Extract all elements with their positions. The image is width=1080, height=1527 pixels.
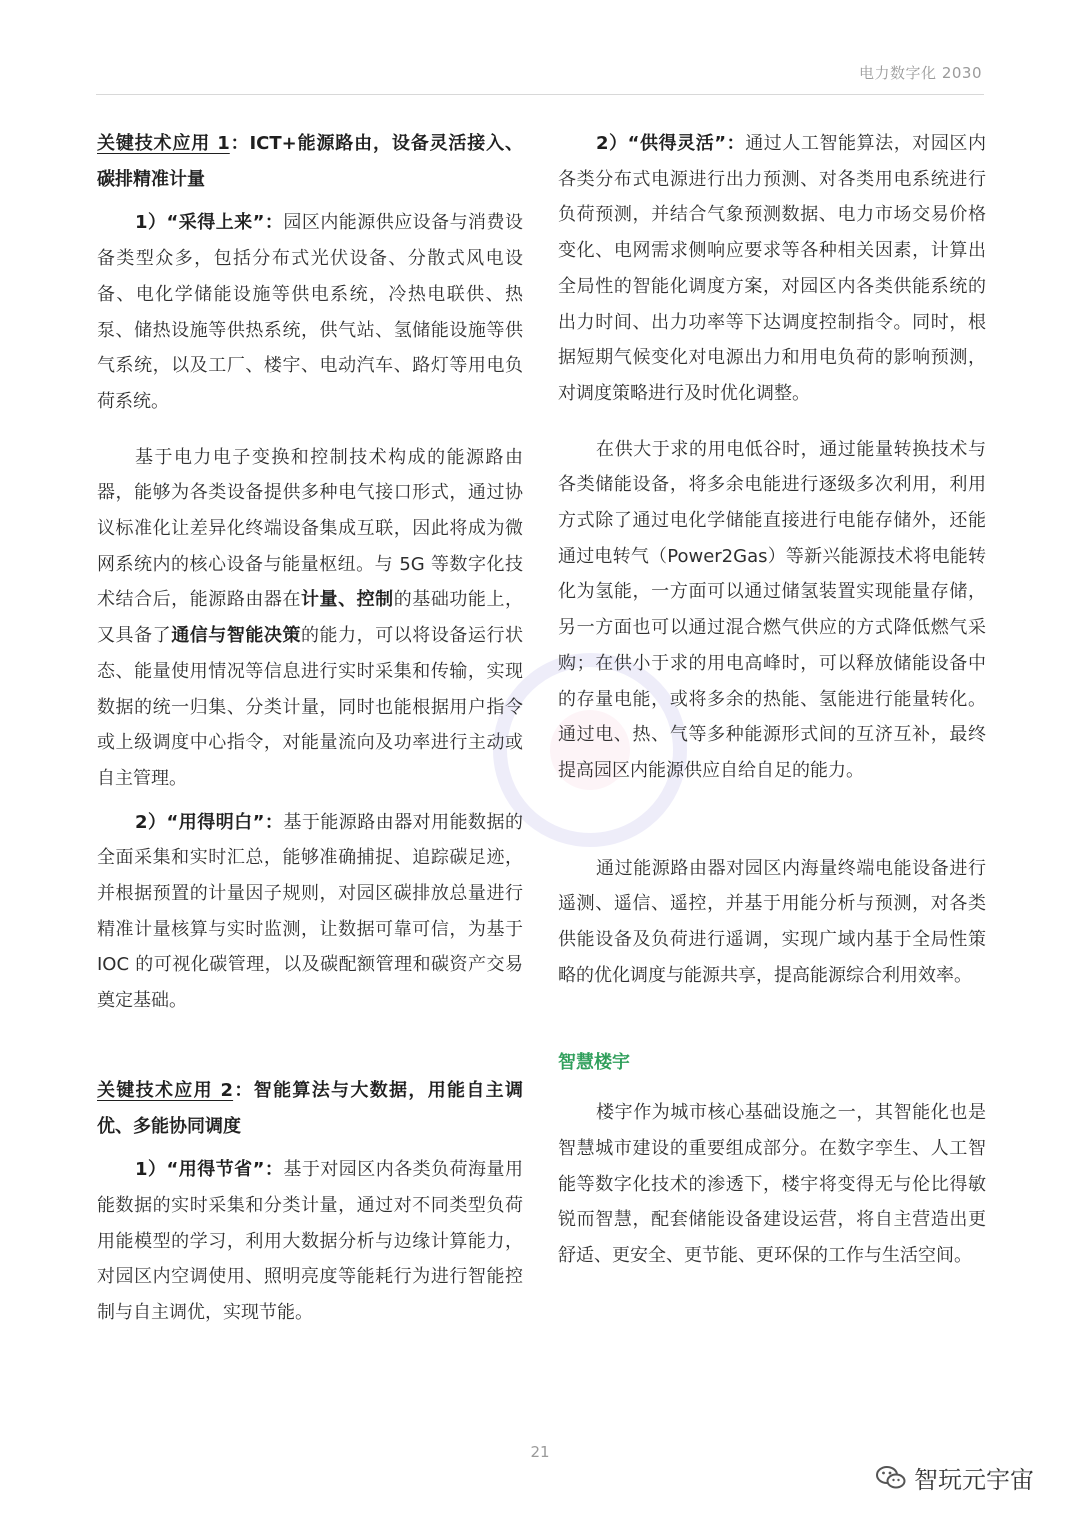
wechat-icon — [876, 1465, 906, 1491]
paragraph-collect: 1）“采得上来”：园区内能源供应设备与消费设备类型众多，包括分布式光伏设备、分散式风电设备、电化学储能设施等供电系统，冷热电联供、热泵、储热设施等供热系统，供气站、氢储能设施等供气系统，以及工厂、楼宇、电动汽车、路灯等用电负荷系统。 — [97, 212, 523, 412]
paragraph-building: 楼宇作为城市核心基础设施之一，其智能化也是智慧城市建设的重要组成部分。在数字孪生、人工智能等数字化技术的渗透下，楼宇将变得无与伦比得敏锐而智慧，配套储能设备建设运营，将自主营造出更舒适、更安全、更节能、更环保的工作与生活空间。 — [558, 1102, 986, 1266]
heading-1-text: ：ICT+能源路由，设备灵活接入、碳排精准计量 — [97, 133, 523, 190]
lead-collect: 1）“采得上来”： — [135, 212, 284, 234]
section-heading-1 — [97, 126, 523, 197]
left-column — [97, 126, 523, 1331]
paragraph-flexible: 2）“供得灵活”：通过人工智能算法，对园区内各类分布式电源进行出力预测、对各类用电系统进行负荷预测，并结合气象预测数据、电力市场交易价格变化、电网需求侧响应要求等各种相关因素，计算出全局性的智能化调度方案，对园区内各类供能系统的出力时间、出力功率等下达调度控制指令。同时，根据短期气候变化对电源出力和用电负荷的影响预测，对调度策略进行及时优化调整。 — [558, 133, 986, 404]
wechat-account-badge — [876, 1460, 1034, 1495]
bold-metering-control: 计量、控制 — [301, 589, 394, 611]
paragraph-storage: 在供大于求的用电低谷时，通过能量转换技术与各类储能设备，将多余电能进行逐级多次利用，利用方式除了通过电化学储能直接进行电能存储外，还能通过电转气（Power2Gas）等新兴能源技术将电能转化为氢能，一方面可以通过储氢装置实现能量存储，另一方面也可以通过混合燃气供应的方式降低燃气采购；在供小于求的用电高峰时，可以释放储能设备中的存量电能，或将多余的热能、氢能进行能量转化。通过电、热、气等多种能源形式间的互济互补，最终提高园区内能源供应自给自足的能力。 — [558, 438, 986, 781]
header-title: 电力数字化 2030 — [859, 64, 982, 82]
bold-comm-decision: 通信与智能决策 — [171, 625, 302, 647]
paragraph-understand: 2）“用得明白”：基于能源路由器对用能数据的全面采集和实时汇总，能够准确捕捉、追踪碳足迹，并根据预置的计量因子规则，对园区碳排放总量进行精准计量核算与实时监测，让数据可靠可信，为基于 IOC 的可视化碳管理，以及碳配额管理和碳资产交易奠定基础。 — [97, 811, 523, 1012]
section-heading-2 — [97, 1073, 523, 1144]
section-title-smart-building: 智慧楼宇 — [558, 1052, 630, 1074]
paragraph-remote: 通过能源路由器对园区内海量终端电能设备进行遥测、遥信、遥控，并基于用能分析与预测，对各类供能设备及负荷进行遥调，实现广域内基于全局性策略的优化调度与能源共享，提高能源综合利用效率。 — [558, 857, 986, 986]
heading-2-label: 关键技术应用 2 — [97, 1079, 234, 1101]
heading-2-text: ：智能算法与大数据，用能自主调优、多能协同调度 — [97, 1079, 524, 1137]
wechat-account-name: 智玩元宇宙 — [914, 1466, 1034, 1494]
paragraph-save: 1）“用得节省”：基于对园区内各类负荷海量用能数据的实时采集和分类计量，通过对不同类型负荷用能模型的学习，利用大数据分析与边缘计算能力，对园区内空调使用、照明亮度等能耗行为进行智能控制与自主调优，实现节能。 — [97, 1159, 523, 1324]
header-divider — [96, 94, 984, 95]
lead-understand: 2）“用得明白”： — [135, 811, 284, 833]
lead-flexible: 2）“供得灵活”： — [596, 133, 746, 154]
lead-save: 1）“用得节省”： — [135, 1159, 284, 1181]
page-number: 21 — [530, 1443, 550, 1461]
right-column — [558, 126, 986, 1274]
paragraph-router: 基于电力电子变换和控制技术构成的能源路由器，能够为各类设备提供多种电气接口形式，通过协议标准化让差异化终端设备集成互联，因此将成为微网系统内的核心设备与能量枢纽。与 5G 等数字化技术结合后，能源路由器在计量、控制的基础功能上，又具备了通信与智能决策的能力，可以将设备运行状态、能量使用情况等信息进行实时采集和传输，实现数据的统一归集、分类计量，同时也能根据用户指令或上级调度中心指令，对能量流向及功率进行主动或自主管理。 — [97, 446, 524, 789]
heading-1-label: 关键技术应用 1 — [97, 133, 230, 154]
